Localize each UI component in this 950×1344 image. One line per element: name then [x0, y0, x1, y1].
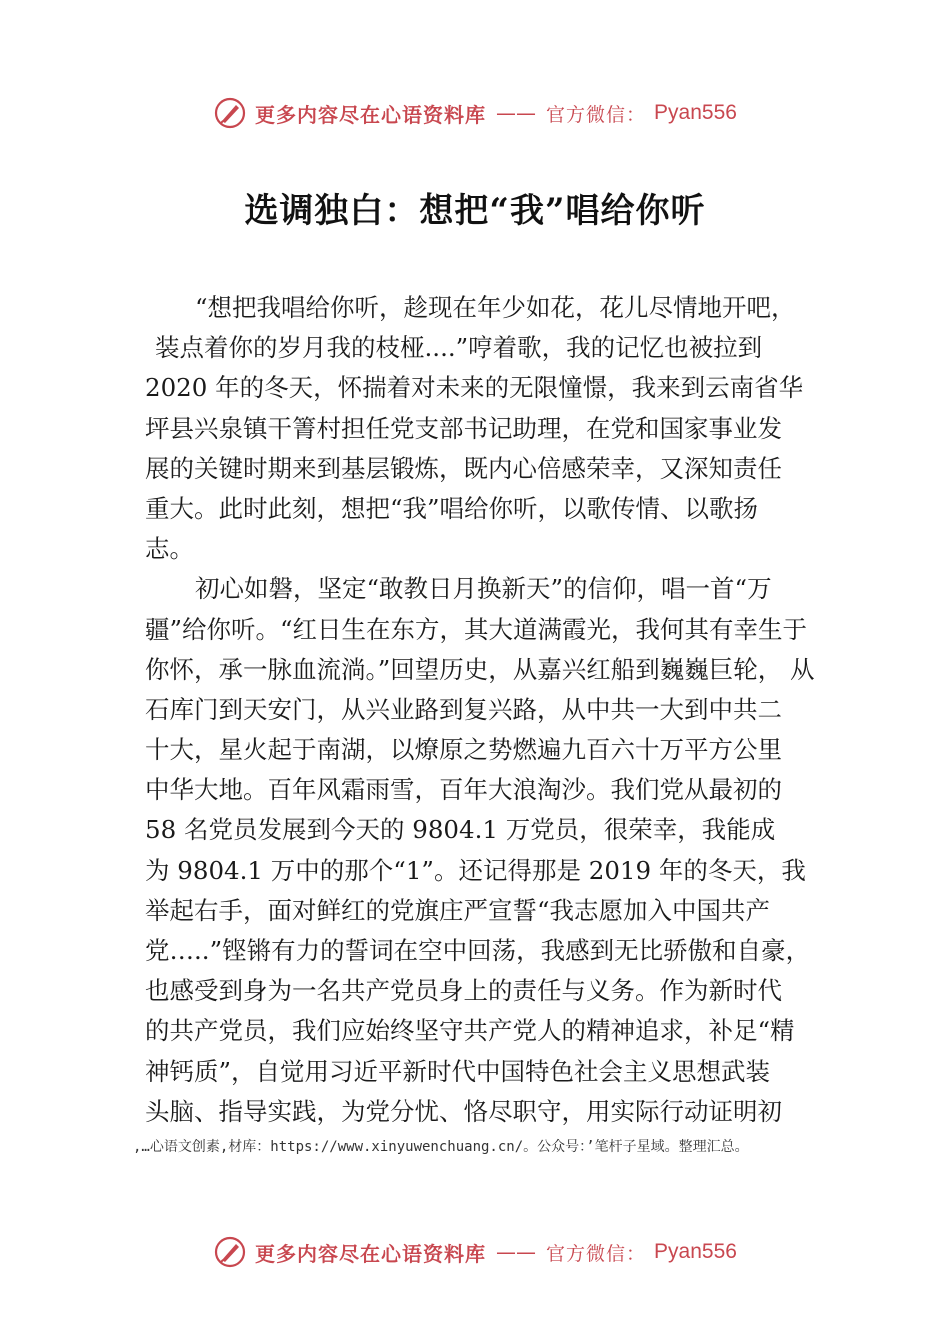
header-banner: [0, 93, 950, 133]
text-line: 疆”给你听。“红日生在东方，其大道满霞光，我何其有幸生于: [145, 614, 808, 644]
footer-banner: [0, 1232, 950, 1272]
text-line: 头脑、指导实践，为党分忧、恪尽职守，用实际行动证明初: [145, 1096, 782, 1126]
text-line: 神钙质”，自觉用习近平新时代中国特色社会主义思想武装: [145, 1056, 771, 1086]
text-line: 石库门到天安门，从兴业路到复兴路，从中共一大到中共二: [145, 694, 782, 724]
banner-separator: ——: [496, 1240, 537, 1264]
text-line: 志。: [145, 534, 194, 564]
text-line: 党…..”铿锵有力的誓词在空中回荡，我感到无比骄傲和自豪，: [145, 936, 811, 965]
document-title: 选调独白：想把“我”唱给你听: [244, 191, 706, 231]
quill-pen-logo-icon: [213, 96, 247, 130]
banner-wechat-label: 官方微信：: [546, 1242, 647, 1265]
text-line: 初心如磐，坚定“敢教日月换新天”的信仰，唱一首“万: [195, 574, 772, 604]
quill-pen-logo-icon: [213, 1235, 247, 1269]
text-line: 中华大地。百年风霜雨雪，百年大浪淘沙。我们党从最初的: [145, 775, 782, 805]
source-footnote: ,…心语文创素,材库：https://www.xinyuwenchuang.cn/。公众号：’笔杆子星域。整理汇总。: [133, 1139, 749, 1155]
document-body: [145, 288, 835, 1132]
text-line: 重大。此时此刻，想把“我”唱给你听，以歌传情、以歌扬: [145, 493, 759, 523]
text-line: 58 名党员发展到今天的 9804.1 万党员，很荣幸，我能成: [145, 815, 776, 845]
text-line: 举起右手，面对鲜红的党旗庄严宣誓“我志愿加入中国共产: [145, 895, 771, 925]
text-line: 装点着你的岁月我的枝桠....”哼着歌，我的记忆也被拉到: [155, 333, 763, 363]
banner-wechat-id: Pyan556: [654, 1240, 737, 1263]
text-line: 为 9804.1 万中的那个“1”。还记得那是 2019 年的冬天，我: [145, 855, 806, 885]
banner-separator: ——: [496, 101, 537, 125]
text-line: 2020 年的冬天，怀揣着对未来的无限憧憬，我来到云南省华: [145, 373, 804, 403]
banner-wechat-label: 官方微信：: [546, 103, 647, 126]
banner-main-text: 更多内容尽在心语资料库: [255, 102, 487, 127]
text-line: 十大，星火起于南湖，以燎原之势燃遍九百六十万平方公里: [145, 735, 782, 765]
text-line: 也感受到身为一名共产党员身上的责任与义务。作为新时代: [145, 976, 782, 1006]
banner-wechat-id: Pyan556: [654, 101, 737, 124]
text-line: 的共产党员，我们应始终坚守共产党人的精神追求，补足“精: [145, 1016, 795, 1046]
text-line: 展的关键时期来到基层锻炼，既内心倍感荣幸，又深知责任: [145, 453, 782, 483]
text-line: 坪县兴泉镇干箐村担任党支部书记助理，在党和国家事业发: [145, 413, 782, 443]
banner-main-text: 更多内容尽在心语资料库: [255, 1241, 487, 1266]
text-line: 你怀，承一脉血流淌。”回望历史，从嘉兴红船到巍巍巨轮， 从: [145, 654, 815, 684]
text-line: “想把我唱给你听，趁现在年少如花，花儿尽情地开吧，: [195, 293, 796, 322]
